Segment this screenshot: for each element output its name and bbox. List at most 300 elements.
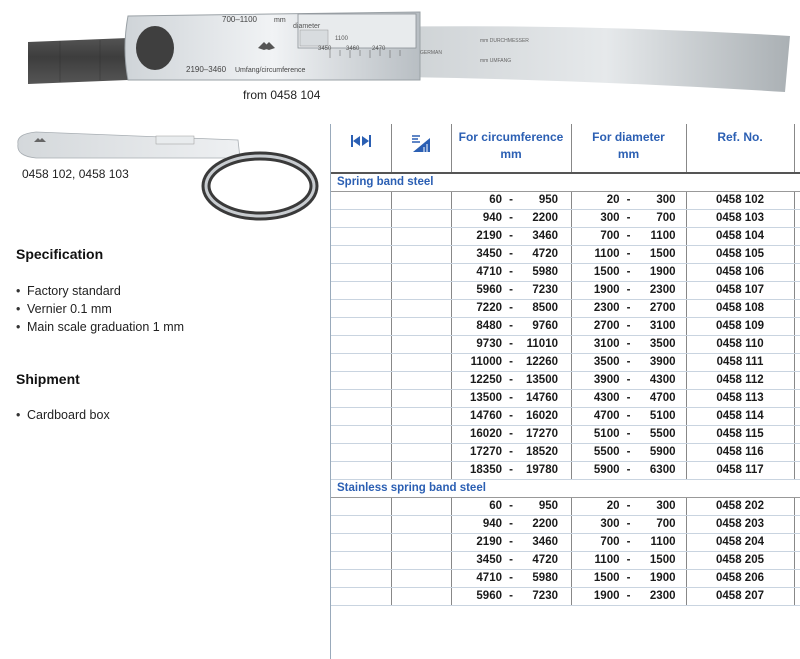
circumference-cell [451,372,571,390]
table-row [331,282,800,300]
range-min: 1500 [593,266,620,278]
range-dash: - [509,302,513,314]
graduation-cell [391,282,451,300]
vernier-cell [331,336,391,354]
circumference-cell [451,534,571,552]
table-row [331,444,800,462]
vernier-cell [331,534,391,552]
diameter-cell [571,498,686,516]
range-max: 1900 [649,266,676,278]
graduation-cell [391,372,451,390]
range-max: 4700 [649,392,676,404]
tape-durchmesser-text: mm DURCHMESSER [480,38,529,44]
range-max: 7230 [532,590,558,602]
graduation-cell [391,426,451,444]
range-min: 2300 [593,302,620,314]
table-row [331,318,800,336]
circumference-cell [451,408,571,426]
vernier-cell [331,300,391,318]
diameter-cell [571,570,686,588]
range-max: 3460 [532,536,558,548]
diameter-cell [571,552,686,570]
range-max: 17270 [526,428,558,440]
range-max: 1500 [649,554,676,566]
tape-german-text: GERMAN [420,50,442,56]
ref-number-cell: 0458 107 [686,282,794,300]
table-row [331,516,800,534]
ref-number-cell: 0458 115 [686,426,794,444]
range-dash: - [626,590,631,602]
circumference-cell [451,498,571,516]
table-row [331,264,800,282]
range-max: 700 [656,212,676,224]
circumference-cell [451,264,571,282]
range-min: 13500 [470,392,502,404]
range-dash: - [509,428,513,440]
vernier-cell [331,516,391,534]
graduation-cell [391,498,451,516]
table-row [331,426,800,444]
range-max: 3460 [532,230,558,242]
vernier-cell [331,246,391,264]
ref-number-cell: 0458 103 [686,210,794,228]
circumference-cell [451,300,571,318]
diameter-cell [571,426,686,444]
range-max: 3900 [649,356,676,368]
column-header-circumference [451,124,571,173]
range-min: 300 [600,212,620,224]
circumference-cell [451,246,571,264]
range-max: 16020 [526,410,558,422]
range-dash: - [509,374,513,386]
diameter-cell [571,354,686,372]
tape-measure-photo [0,0,800,100]
ref-number-cell: 0458 202 [686,498,794,516]
ref-number-cell: 0458 104 [686,228,794,246]
ref-number-cell: 0458 110 [686,336,794,354]
list-item: • Main scale graduation 1 mm [16,318,184,336]
range-min: 1500 [593,572,620,584]
range-min: 4300 [593,392,620,404]
range-min: 700 [600,536,620,548]
column-header-vernier [331,124,391,173]
vernier-cell [331,444,391,462]
range-min: 3450 [476,248,502,260]
range-min: 700 [600,230,620,242]
range-max: 7230 [532,284,558,296]
ref-number-cell: 0458 113 [686,390,794,408]
table-row [331,210,800,228]
range-max: 8500 [532,302,558,314]
vernier-cell [331,588,391,606]
range-dash: - [626,464,631,476]
range-dash: - [626,338,631,350]
table-row [331,534,800,552]
ref-number-cell: 0458 112 [686,372,794,390]
table-row [331,552,800,570]
range-min: 20 [606,500,620,512]
range-min: 20 [606,194,620,206]
shipment-heading: Shipment [16,371,80,387]
table-row [331,300,800,318]
range-dash: - [509,320,513,332]
graduation-cell [391,228,451,246]
range-min: 5100 [593,428,620,440]
range-min: 300 [600,518,620,530]
ref-number-cell: 0458 109 [686,318,794,336]
range-min: 940 [482,212,502,224]
range-max: 13500 [526,374,558,386]
range-max: 5980 [532,572,558,584]
range-max: 5980 [532,266,558,278]
range-max: 18520 [526,446,558,458]
range-dash: - [626,284,631,296]
range-dash: - [509,392,513,404]
circumference-cell [451,570,571,588]
ref-number-cell: 0458 105 [686,246,794,264]
vernier-cell [331,372,391,390]
range-dash: - [509,284,513,296]
diameter-cell [571,444,686,462]
range-max: 19780 [526,464,558,476]
range-max: 1900 [649,572,676,584]
range-dash: - [509,356,513,368]
range-min: 2190 [476,536,502,548]
diameter-cell [571,228,686,246]
range-min: 60 [489,194,502,206]
tape-diameter-text: diameter [293,23,321,30]
range-min: 5960 [476,284,502,296]
circumference-header-label: For circumference [458,130,564,144]
vernier-cell [331,192,391,210]
range-dash: - [626,266,631,278]
ref-number-cell: 0458 116 [686,444,794,462]
range-max: 300 [656,194,676,206]
range-dash: - [509,446,513,458]
circumference-cell [451,588,571,606]
range-dash: - [509,410,513,422]
ref-header-label: Ref. No. [717,130,763,144]
graduation-cell [391,570,451,588]
range-dash: - [509,518,513,530]
range-dash: - [626,518,631,530]
circumference-cell [451,462,571,480]
range-dash: - [626,392,631,404]
top-photo-caption: from 0458 104 [243,88,321,102]
table-row [331,498,800,516]
table-group-row [331,173,800,192]
table-row [331,372,800,390]
range-max: 3500 [649,338,676,350]
diameter-cell [571,246,686,264]
graduation-cell [391,588,451,606]
circumference-cell [451,192,571,210]
graduation-cell [391,264,451,282]
range-dash: - [626,446,631,458]
graduation-cell [391,408,451,426]
vernier-cell [331,210,391,228]
range-dash: - [509,212,513,224]
range-min: 4700 [593,410,620,422]
ref-number-cell: 0458 203 [686,516,794,534]
table-row [331,246,800,264]
table-row [331,570,800,588]
range-dash: - [626,410,631,422]
circumference-cell [451,354,571,372]
range-dash: - [509,194,513,206]
diameter-cell [571,318,686,336]
graduation-cell [391,552,451,570]
tape-unit-text: mm [274,17,286,24]
graduation-cell [391,444,451,462]
range-max: 3100 [649,320,676,332]
range-dash: - [626,500,631,512]
range-max: 300 [656,500,676,512]
vernier-cell [331,318,391,336]
graduation-cell [391,246,451,264]
graduation-cell [391,516,451,534]
range-dash: - [509,554,513,566]
range-max: 2200 [532,518,558,530]
range-min: 1100 [594,248,620,260]
range-min: 3450 [476,554,502,566]
vernier-cell [331,498,391,516]
diameter-cell [571,282,686,300]
circumference-cell [451,516,571,534]
range-min: 3100 [593,338,620,350]
circumference-unit-label: mm [500,147,522,161]
range-min: 12250 [470,374,502,386]
range-dash: - [626,194,631,206]
range-max: 2700 [649,302,676,314]
table-row [331,336,800,354]
tape-range-text: 700–1100 [222,15,257,24]
graduation-cell [391,336,451,354]
graduation-cell [391,300,451,318]
diameter-cell [571,192,686,210]
vernier-cell [331,228,391,246]
ref-number-cell: 0458 102 [686,192,794,210]
range-min: 9730 [476,338,502,350]
circumference-cell [451,426,571,444]
range-dash: - [626,554,631,566]
range-min: 5960 [476,590,502,602]
range-max: 5900 [649,446,676,458]
range-min: 5900 [593,464,620,476]
product-table [330,124,800,659]
range-min: 4710 [476,266,502,278]
range-min: 7220 [476,302,502,314]
range-min: 14760 [470,410,502,422]
range-dash: - [509,572,513,584]
graduation-cell [391,210,451,228]
range-max: 4720 [532,248,558,260]
range-min: 18350 [470,464,502,476]
vernier-cell [331,390,391,408]
range-min: 8480 [476,320,502,332]
range-dash: - [509,590,513,602]
table-row [331,462,800,480]
diameter-cell [571,516,686,534]
tape-scale-num-4: 2470 [372,46,386,52]
list-item: • Vernier 0.1 mm [16,300,184,318]
range-max: 4300 [649,374,676,386]
tape-scale-num-3: 3460 [346,46,360,52]
diameter-cell [571,588,686,606]
circumference-cell [451,282,571,300]
range-max: 2300 [649,590,676,602]
range-max: 1100 [650,536,676,548]
vernier-cell [331,354,391,372]
range-min: 16020 [470,428,502,440]
column-header-diameter [571,124,686,173]
table-row [331,192,800,210]
range-min: 940 [482,518,502,530]
range-max: 2300 [649,284,676,296]
ref-number-cell: 0458 205 [686,552,794,570]
range-dash: - [509,230,513,242]
vernier-cell [331,462,391,480]
shipment-list [16,406,110,424]
graduation-cell [391,534,451,552]
range-dash: - [626,536,631,548]
group-title: Spring band steel [331,173,800,192]
diameter-cell [571,390,686,408]
range-max: 6300 [649,464,676,476]
range-dash: - [626,302,631,314]
range-min: 11000 [470,356,502,368]
specification-list [16,282,184,336]
table-row [331,390,800,408]
group-title: Stainless spring band steel [331,480,800,498]
ref-number-cell: 0458 106 [686,264,794,282]
column-header-ref [686,124,794,173]
range-max: 14760 [526,392,558,404]
range-min: 17270 [470,446,502,458]
small-photo-caption: 0458 102, 0458 103 [22,167,129,181]
vernier-cell [331,408,391,426]
range-min: 5500 [593,446,620,458]
range-min: 60 [489,500,502,512]
table-group-row [331,480,800,498]
vernier-cell [331,570,391,588]
tape-circ-word-text: Umfang/circumference [235,67,306,74]
range-min: 3500 [593,356,620,368]
graduation-scale-icon [410,133,432,153]
range-max: 9760 [532,320,558,332]
ref-number-cell: 0458 206 [686,570,794,588]
circumference-cell [451,318,571,336]
diameter-cell [571,462,686,480]
range-min: 1100 [594,554,620,566]
range-min: 4710 [476,572,502,584]
diameter-cell [571,300,686,318]
range-max: 1100 [650,230,676,242]
column-header-graduation [391,124,451,173]
range-max: 950 [538,500,558,512]
table-row [331,228,800,246]
range-dash: - [509,338,513,350]
ref-number-cell: 0458 207 [686,588,794,606]
graduation-cell [391,390,451,408]
range-min: 2700 [593,320,620,332]
range-dash: - [626,374,631,386]
diameter-cell [571,408,686,426]
ref-number-cell: 0458 111 [686,354,794,372]
vernier-cell [331,282,391,300]
range-dash: - [626,572,631,584]
specification-heading: Specification [16,246,104,262]
circumference-cell [451,444,571,462]
diameter-cell [571,534,686,552]
range-min: 3900 [593,374,620,386]
range-min: 2190 [476,230,502,242]
ref-number-cell: 0458 117 [686,462,794,480]
range-min: 1900 [593,284,620,296]
diameter-cell [571,264,686,282]
circumference-cell [451,336,571,354]
graduation-cell [391,462,451,480]
range-dash: - [509,536,513,548]
diameter-cell [571,372,686,390]
range-max: 12260 [526,356,558,368]
circumference-cell [451,552,571,570]
range-dash: - [626,428,631,440]
list-item: • Cardboard box [16,406,110,424]
vernier-measure-icon [349,133,373,149]
ref-number-cell: 0458 204 [686,534,794,552]
vernier-cell [331,264,391,282]
range-dash: - [626,212,631,224]
range-dash: - [626,356,631,368]
tape-circ-range-text: 2190–3460 [186,65,227,74]
range-dash: - [626,248,631,260]
range-dash: - [509,248,513,260]
range-max: 11010 [526,338,558,350]
ref-number-cell: 0458 114 [686,408,794,426]
diameter-cell [571,210,686,228]
range-max: 5500 [649,428,676,440]
table-row [331,588,800,606]
ref-number-cell: 0458 108 [686,300,794,318]
table-row [331,354,800,372]
diameter-unit-label: mm [617,147,640,161]
list-item: • Factory standard [16,282,184,300]
circumference-cell [451,210,571,228]
range-max: 1500 [649,248,676,260]
tape-scale-num-2: 3450 [318,46,332,52]
range-max: 700 [656,518,676,530]
range-max: 4720 [532,554,558,566]
range-max: 2200 [532,212,558,224]
tape-scale-num-1: 1100 [335,36,348,42]
range-max: 5100 [649,410,676,422]
range-dash: - [509,500,513,512]
range-min: 1900 [593,590,620,602]
graduation-cell [391,192,451,210]
graduation-cell [391,354,451,372]
diameter-header-label: For diameter [592,130,665,144]
range-max: 950 [538,194,558,206]
range-dash: - [509,464,513,476]
circumference-cell [451,228,571,246]
range-dash: - [626,320,631,332]
vernier-cell [331,426,391,444]
tape-umfang-text: mm UMFANG [480,58,512,64]
range-dash: - [626,230,631,242]
vernier-cell [331,552,391,570]
table-row [331,408,800,426]
